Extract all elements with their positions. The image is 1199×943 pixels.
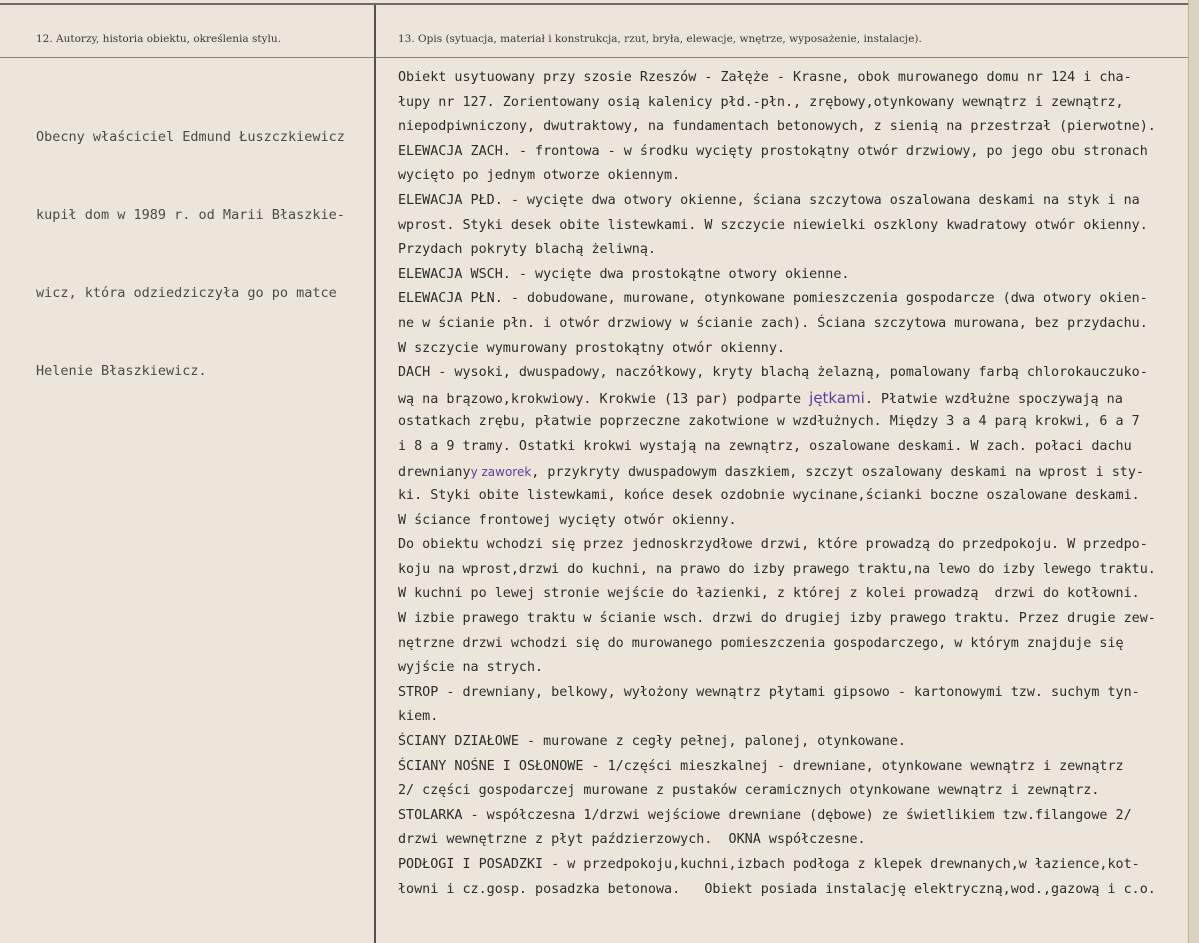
section-13-line: W kuchni po lewej stronie wejście do łazienki, z której z kolei prowadzą drzwi do kotłowni. [398,586,1140,602]
section-12-header: 12. Autorzy, historia obiektu, określenia stylu. [36,33,281,45]
section-12-line: Helenie Błaszkiewicz. [36,363,207,379]
section-13-line: STOLARKA - współczesna 1/drzwi wejściowe drewniane (dębowe) ze świetlikiem tzw.filangowe 2/ [398,807,1132,823]
section-13-line: Do obiektu wchodzi się przez jednoskrzydłowe drzwi, które prowadzą do przedpokoju. W przedpo- [398,537,1148,553]
section-13-line: nętrzne drzwi wchodzi się do murowanego pomieszczenia gospodarczego, w którym znajduje się [398,635,1124,651]
section-12-line: kupił dom w 1989 r. od Marii Błaszkie- [36,207,345,223]
line-text: wą na brązowo,krokwiowy. Krokwie (13 par) podparte [398,391,810,407]
section-13-line: ELEWACJA ZACH. - frontowa - w środku wycięty prostokątny otwór drzwiowy, po jego obu stronach [398,143,1148,159]
section-13-line: W izbie prawego traktu w ścianie wsch. drzwi do drugiej izby prawego traktu. Przez drugie zew- [398,611,1156,627]
handwritten-annotation: y zaworek [470,464,532,479]
section-13-line: ki. Styki obite listewkami, końce desek ozdobnie wycinane,ścianki boczne oszalowane deskami. [398,488,1140,504]
section-13-line: łowni i cz.gosp. posadzka betonowa. Obiekt posiada instalację elektryczną,wod.,gazową i c.o. [398,881,1156,897]
section-13-line: i 8 a 9 tramy. Ostatki krokwi wystają na zewnątrz, oszalowane deskami. W zach. połaci dachu [398,438,1132,454]
section-13-line: ELEWACJA PŁN. - dobudowane, murowane, otynkowane pomieszczenia gospodarcze (dwa otwory okien- [398,291,1148,307]
section-13-line: niepodpiwniczony, dwutraktowy, na fundamentach betonowych, z sienią na przestrzał (pierwotne). [398,119,1156,135]
section-12-line: Obecny właściciel Edmund Łuszczkiewicz [36,129,345,145]
section-13-line: 2/ części gospodarczej murowane z pustaków ceramicznych otynkowane wewnątrz i zewnątrz. [398,783,1100,799]
line-text: , przykryty dwuspadowym daszkiem, szczyt oszalowany deskami na wprost i sty- [531,464,1144,480]
section-13-header: 13. Opis (sytuacja, materiał i konstrukcja, rzut, bryła, elewacje, wnętrze, wyposażenie, instalacje). [398,33,922,45]
section-13-line: ostatkach zrębu, płatwie poprzeczne zakotwione w wzdłużnych. Między 3 a 4 parą krokwi, 6 a 7 [398,414,1140,430]
column-divider [374,5,376,943]
section-13-line: wyjście na strych. [398,660,544,676]
section-13-line-zaworek [398,460,1186,485]
section-13-line: łupy nr 127. Zorientowany osią kalenicy płd.-płn., zrębowy,otynkowany wewnątrz i zewnątrz, [398,94,1124,110]
section-13-line: Obiekt usytuowany przy szosie Rzeszów - Załęże - Krasne, obok murowanego domu nr 124 i cha- [398,70,1132,85]
right-header-rule [376,57,1188,58]
section-13-line: Przydach pokryty blachą żeliwną. [398,242,656,258]
section-13-line: ŚCIANY NOŚNE I OSŁONOWE - 1/części mieszkalnej - drewniane, otynkowane wewnątrz i zewnątrz [398,758,1124,774]
section-13-line: ELEWACJA PŁD. - wycięte dwa otwory okienne, ściana szczytowa oszalowana deskami na styk i na [398,192,1140,208]
section-12-text [36,72,368,436]
section-13-line: STROP - drewniany, belkowy, wyłożony wewnątrz płytami gipsowo - kartonowymi tzw. suchym tyn- [398,684,1140,700]
section-13-line-krokwie [398,386,1186,411]
section-12-line: wicz, która odziedziczyła go po matce [36,285,337,301]
handwritten-annotation: jętkami [809,388,865,407]
section-13-line: ELEWACJA WSCH. - wycięte dwa prostokątne otwory okienne. [398,266,850,282]
section-13-line: PODŁOGI I POSADZKI - w przedpokoju,kuchni,izbach podłoga z klepek drewnanych,w łazience,kot- [398,857,1140,872]
section-13-line: wycięto po jednym otworze okiennym. [398,168,681,184]
section-13-line: ŚCIANY DZIAŁOWE - murowane z cegły pełnej, palonej, otynkowane. [398,734,906,750]
left-header-rule [0,57,374,58]
line-text: . Płatwie wzdłużne spoczywają na [864,391,1123,407]
section-13-line: W szczycie wymurowany prostokątny otwór okienny. [398,340,785,356]
top-border-line [0,3,1199,5]
section-13-line: kiem. [398,709,439,725]
line-text: drewniany [398,464,471,480]
section-13-text [398,66,1186,902]
section-13-line: wprost. Styki desek obite listewkami. W szczycie niewielki oszklony kwadratowy otwór okienny. [398,217,1148,233]
section-13-line: W ściance frontowej wycięty otwór okienny. [398,512,737,528]
section-13-line: drzwi wewnętrzne z płyt paździerzowych. OKNA współczesne. [398,832,866,848]
section-13-line: DACH - wysoki, dwuspadowy, naczółkowy, kryty blachą żelazną, pomalowany farbą chlorokauczuko- [398,365,1148,381]
section-13-line: koju na wprost,drzwi do kuchni, na prawo do izby prawego traktu,na lewo do izby lewego traktu. [398,561,1156,577]
section-13-line: ne w ścianie płn. i otwór drzwiowy w ścianie zach). Ściana szczytowa murowana, bez przydachu. [398,315,1148,331]
page-edge [1188,0,1199,943]
